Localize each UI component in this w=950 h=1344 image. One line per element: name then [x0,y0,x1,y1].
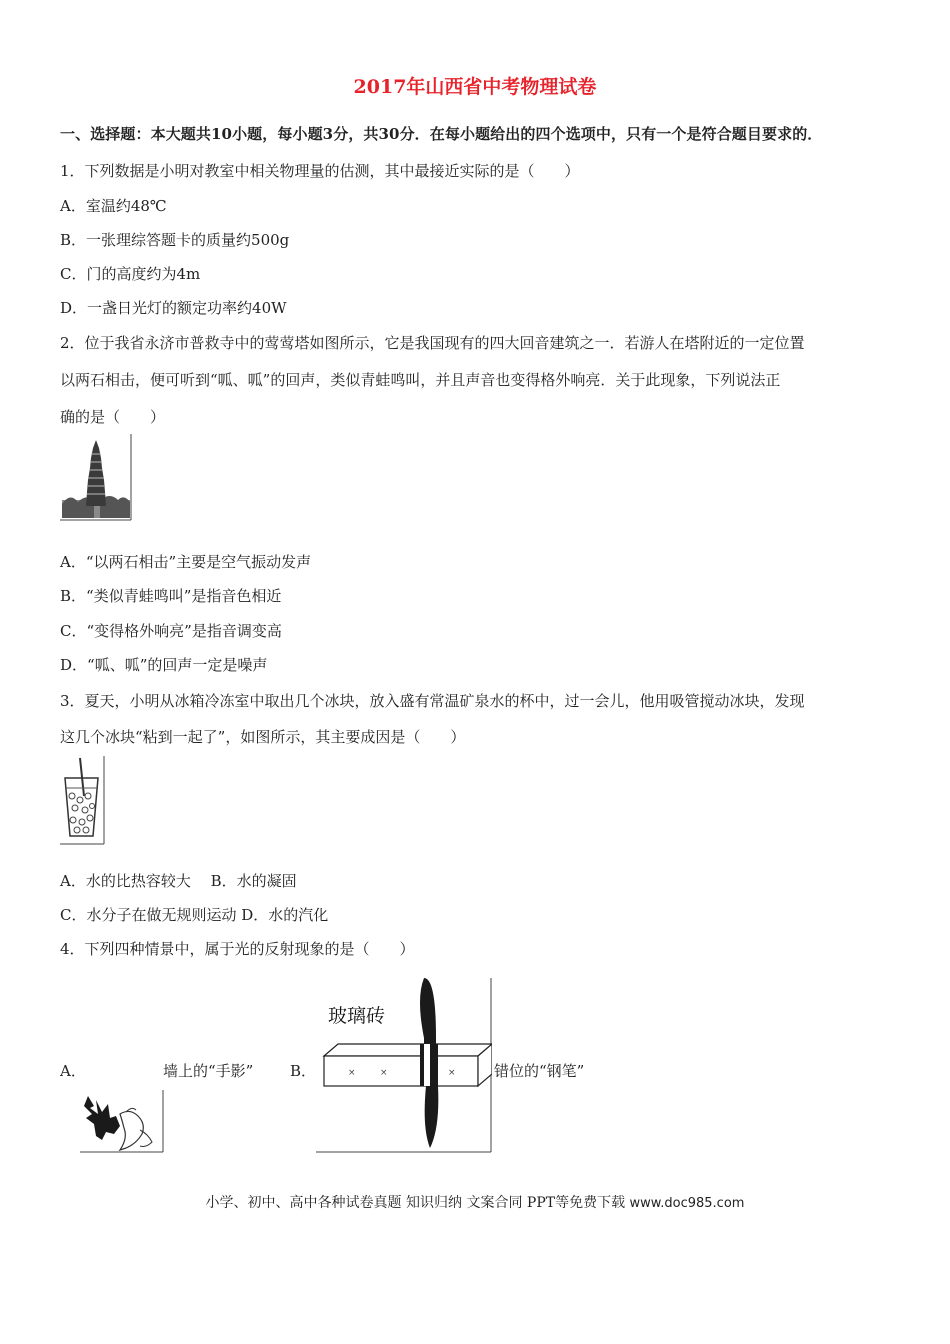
q1-option-a: A．室温约48℃ [60,197,167,215]
glass-brick-label: 玻璃砖 [328,1005,386,1027]
page-footer [0,1192,950,1212]
footer-url[interactable]: www.doc985.com [629,1196,745,1211]
q4-option-b-label: B． [290,1062,317,1080]
q3-options-cd: C．水分子在做无规则运动 D．水的汽化 [60,906,329,924]
page-title: 2017年山西省中考物理试卷 [353,76,597,98]
hand-shadow-image [80,1090,164,1154]
ice-cup-image [60,756,106,846]
q4-option-b-caption: 错位的“钢笔” [494,1062,585,1080]
q3-options-ab: A．水的比热容较大 B．水的凝固 [60,872,297,890]
q4-stem: 4．下列四种情景中，属于光的反射现象的是（ ） [60,940,415,958]
q2-stem-line2: 以两石相击，便可听到“呱、呱”的回声，类似青蛙鸣叫，并且声音也变得格外响亮．关于此现象，下列说法正 [60,371,781,389]
section-heading: 一、选择题：本大题共10小题，每小题3分，共30分．在每小题给出的四个选项中，只有一个是符合题目要求的． [60,125,823,143]
q3-stem-line2: 这几个冰块“粘到一起了”，如图所示，其主要成因是（ ） [60,728,466,746]
q1-option-c: C．门的高度约为4m [60,265,201,283]
q2-option-b: B．“类似青蛙鸣叫”是指音色相近 [60,587,282,605]
q2-option-c: C．“变得格外响亮”是指音调变高 [60,622,282,640]
svg-text:×: × [380,1068,388,1078]
q4-option-a-label: A． [60,1062,86,1080]
glass-pen-image [316,978,492,1154]
q3-stem-line1: 3．夏天，小明从冰箱冷冻室中取出几个冰块，放入盛有常温矿泉水的杯中，过一会儿，他用吸管搅动冰块，发现 [60,692,805,710]
q1-option-d: D．一盏日光灯的额定功率约40W [60,299,287,317]
q2-stem-line3: 确的是（ ） [60,408,166,426]
q4-option-a-caption: 墙上的“手影” [163,1062,254,1080]
svg-text:×: × [348,1068,356,1078]
svg-text:×: × [448,1068,456,1078]
q1-stem: 1．下列数据是小明对教室中相关物理量的估测，其中最接近实际的是（ ） [60,162,580,180]
q2-stem-line1: 2．位于我省永济市普救寺中的莺莺塔如图所示，它是我国现有的四大回音建筑之一．若游人在塔附近的一定位置 [60,334,805,352]
q2-option-d: D．“呱、呱”的回声一定是噪声 [60,656,268,674]
q1-option-b: B．一张理综答题卡的质量约500g [60,231,290,249]
pagoda-image [60,434,132,522]
footer-text: 小学、初中、高中各种试卷真题 知识归纳 文案合同 PPT等免费下载 [205,1195,626,1211]
q2-option-a: A．“以两石相击”主要是空气振动发声 [60,553,312,571]
